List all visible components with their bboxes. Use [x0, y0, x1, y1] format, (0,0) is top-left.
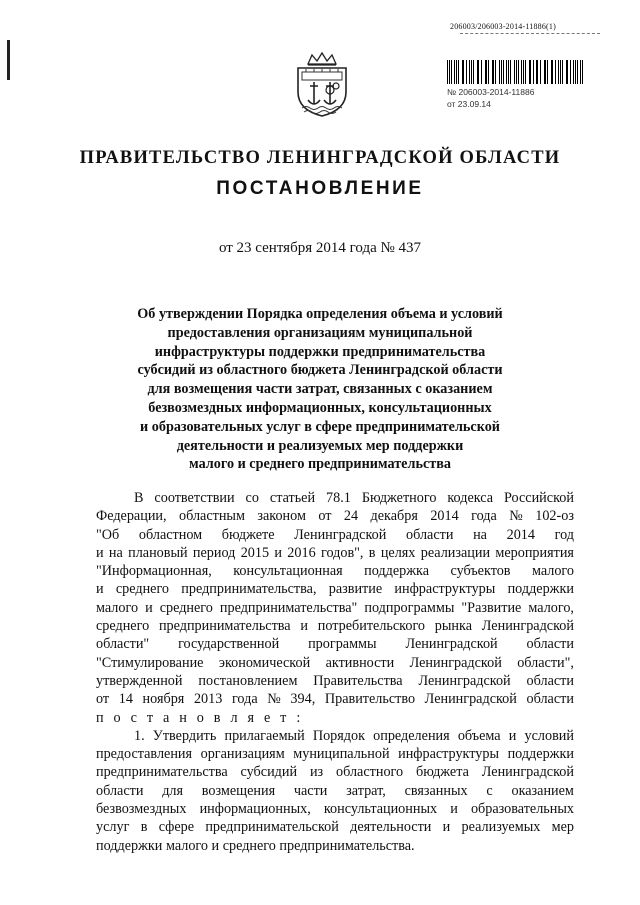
body-word: 14: [118, 691, 133, 708]
body-word: и: [442, 819, 451, 836]
barcode-bar: [469, 60, 470, 84]
body-word: Правительства: [313, 672, 403, 689]
body-line: [96, 635, 574, 653]
barcode-bar: [481, 60, 482, 84]
body-word: предпринимательства.: [279, 837, 415, 854]
body-word: реализации: [420, 544, 491, 561]
barcode-icon: [447, 60, 585, 84]
body-word: предпринимательства": [219, 599, 358, 616]
body-word: поддержки: [96, 837, 166, 854]
body-word: п о с т а н о в л я е т :: [96, 709, 304, 726]
barcode-bar: [454, 60, 455, 84]
body-word: консультационных: [323, 801, 438, 818]
body-line: [96, 544, 574, 562]
body-word: среднего: [96, 618, 150, 635]
title-line: инфраструктуры поддержки предпринимательства: [154, 343, 486, 360]
body-word: среднего: [159, 599, 213, 616]
body-line: [96, 745, 574, 763]
body-word: инфраструктуры: [394, 581, 496, 598]
body-word: "Стимулирование: [96, 654, 204, 671]
body-word: определения: [373, 727, 450, 744]
decree-body: [96, 489, 574, 855]
body-word: и: [300, 618, 308, 635]
barcode-bar: [560, 60, 561, 84]
document-reference: 206003/206003-2014-11886(1): [450, 22, 556, 31]
barcode-bar: [514, 60, 515, 84]
body-word: Утвердить: [152, 727, 217, 744]
body-word: прилагаемый: [224, 727, 305, 744]
body-word: года: [471, 508, 497, 525]
body-word: законом: [257, 508, 306, 525]
body-word: потребительского: [317, 618, 426, 635]
body-word: среднего: [115, 581, 170, 598]
barcode-bar: [530, 60, 531, 84]
body-word: Ленинградской: [481, 764, 574, 781]
body-line: [96, 489, 574, 507]
body-word: 2014: [430, 508, 459, 525]
body-word: 1.: [134, 727, 145, 744]
body-word: оказанием: [511, 782, 574, 799]
body-word: безвозмездных: [96, 801, 187, 818]
body-word: экономической: [218, 654, 311, 671]
body-word: "Об: [96, 526, 120, 543]
barcode-bar: [447, 60, 448, 84]
body-word: Ленинградской: [405, 636, 498, 653]
body-word: областного: [336, 764, 404, 781]
body-word: условий: [524, 727, 574, 744]
body-word: целях: [380, 544, 416, 561]
body-word: 2014: [506, 526, 535, 543]
body-word: объема: [457, 727, 501, 744]
body-word: муниципальной: [293, 746, 390, 763]
body-word: постановлением: [198, 672, 298, 689]
registration-date: от 23.09.14: [447, 99, 491, 109]
body-line: [96, 562, 574, 580]
body-word: малого: [96, 599, 139, 616]
body-word: субъектов: [450, 563, 511, 580]
barcode-bar: [582, 60, 583, 84]
body-word: среднего: [222, 837, 280, 854]
body-word: области": [96, 636, 150, 653]
body-word: и: [211, 837, 223, 854]
body-word: на: [473, 526, 487, 543]
body-word: кодекса: [447, 490, 494, 506]
barcode-bar: [499, 60, 500, 84]
body-word: области: [96, 782, 144, 799]
barcode-bar: [573, 60, 574, 84]
body-word: поддержка: [364, 563, 430, 580]
body-word: части: [293, 782, 328, 799]
title-line: малого и среднего предпринимательства: [189, 456, 451, 473]
body-word: соответствии: [154, 490, 235, 506]
body-line: [96, 690, 574, 708]
body-word: консультационная: [233, 563, 343, 580]
body-word: период: [192, 544, 236, 561]
body-word: в: [368, 544, 376, 561]
body-word: Ленинградской: [481, 618, 574, 635]
barcode-bar: [547, 60, 548, 84]
body-word: Правительство: [324, 691, 416, 708]
registration-number: № 206003-2014-11886: [447, 87, 535, 97]
body-word: субсидий: [240, 764, 298, 781]
barcode-bar: [477, 60, 478, 84]
body-line: [96, 580, 574, 598]
body-word: 2015: [240, 544, 270, 561]
government-name: ПРАВИТЕЛЬСТВО ЛЕНИНГРАДСКОЙ ОБЛАСТИ: [79, 148, 561, 168]
body-word: образовательных: [470, 801, 574, 818]
body-line: [96, 709, 574, 727]
body-line: [96, 672, 574, 690]
body-word: возмещения: [201, 782, 276, 799]
body-word: развитие: [328, 581, 383, 598]
body-line: [96, 727, 574, 745]
body-word: "Развитие: [461, 599, 522, 616]
body-word: 102-оз: [535, 508, 574, 525]
reference-divider: [460, 33, 600, 35]
body-word: программы: [308, 636, 377, 653]
title-line: Об утверждении Порядка определения объема и условий: [137, 306, 503, 322]
body-word: области: [405, 526, 454, 543]
body-line: [96, 599, 574, 617]
scan-margin-mark: [7, 40, 10, 80]
body-line: [96, 617, 574, 635]
body-word: и: [145, 599, 153, 616]
decree-date-number: от 23 сентября 2014 года № 437: [218, 240, 422, 256]
barcode-bar: [537, 60, 538, 84]
body-word: предпринимательства,: [181, 581, 317, 598]
body-word: 78.1: [326, 490, 351, 506]
body-word: Ленинградской: [424, 691, 517, 708]
body-word: предпринимательства: [158, 618, 291, 635]
body-word: 2016: [287, 544, 316, 561]
body-word: из: [309, 764, 324, 781]
barcode-bar: [523, 60, 524, 84]
body-word: годов",: [320, 544, 364, 561]
body-word: мероприятия: [495, 544, 574, 561]
body-word: Порядок: [312, 727, 365, 744]
body-word: малого: [165, 837, 212, 854]
body-line: [96, 526, 574, 544]
title-line: безвозмездных информационных, консультационных: [148, 399, 492, 416]
body-word: государственной: [178, 636, 280, 653]
body-word: областном: [138, 526, 203, 543]
body-word: в: [140, 819, 148, 836]
body-word: активности: [325, 654, 395, 671]
body-word: Российской: [504, 490, 574, 506]
leningrad-oblast-coat-of-arms-icon: [290, 50, 354, 118]
body-word: плановый: [128, 544, 188, 561]
body-word: предпринимательства: [96, 764, 228, 781]
body-word: сфере: [158, 819, 195, 836]
decree-title: [120, 305, 520, 474]
barcode-bar: [466, 60, 467, 84]
barcode-bar: [518, 60, 519, 84]
body-word: предпринимательской: [205, 819, 339, 836]
body-word: бюджете: [221, 526, 275, 543]
barcode-bar: [488, 60, 489, 84]
body-word: №: [509, 508, 523, 525]
body-line: [96, 507, 574, 525]
title-line: деятельности и реализуемых мер поддержки: [176, 437, 464, 454]
body-word: год: [554, 526, 574, 543]
body-line: [96, 800, 574, 818]
title-line: субсидий из областного бюджета Ленинградской области: [137, 362, 503, 379]
barcode-bar: [458, 60, 459, 84]
title-line: для возмещения части затрат, связанных с оказанием: [147, 381, 493, 398]
body-word: области: [526, 636, 574, 653]
body-word: и: [450, 801, 458, 818]
body-word: мер: [551, 819, 574, 836]
body-word: организациям: [200, 746, 285, 763]
body-word: услуг: [96, 819, 130, 836]
body-word: "Информационная,: [96, 563, 212, 580]
body-word: статьей: [269, 490, 316, 506]
body-word: с: [486, 782, 493, 799]
document-type: ПОСТАНОВЛЕНИЕ: [216, 178, 424, 199]
title-line: предоставления организациям муниципальной: [167, 324, 473, 341]
body-word: от: [96, 691, 110, 708]
body-word: реализуемых: [461, 819, 541, 836]
body-word: ноября: [142, 691, 185, 708]
body-word: деятельности: [350, 819, 432, 836]
body-word: 394,: [290, 691, 316, 708]
barcode-bar: [566, 60, 567, 84]
body-word: инфраструктуры: [398, 746, 499, 763]
body-word: В: [134, 490, 144, 506]
body-word: малого: [531, 563, 574, 580]
body-word: поддержки: [507, 581, 574, 598]
body-word: области",: [517, 654, 574, 671]
body-word: области: [526, 672, 574, 689]
body-line: [96, 654, 574, 672]
body-word: и: [274, 544, 282, 561]
body-word: бюджета: [415, 764, 469, 781]
body-word: предоставления: [96, 746, 193, 763]
body-word: затрат,: [346, 782, 386, 799]
body-word: подпрограммы: [364, 599, 455, 616]
body-word: №: [267, 691, 281, 708]
barcode-bar: [555, 60, 556, 84]
body-line: [96, 782, 574, 800]
body-word: декабря: [370, 508, 418, 525]
barcode-bar: [540, 60, 541, 84]
body-word: 2013: [193, 691, 223, 708]
title-line: и образовательных услуг в сфере предпринимательской: [140, 418, 500, 435]
body-word: поддержки: [507, 746, 574, 763]
body-word: со: [245, 490, 259, 506]
body-word: и: [96, 581, 104, 598]
body-word: Ленинградской: [409, 654, 502, 671]
body-line: [96, 763, 574, 781]
body-word: областным: [179, 508, 245, 525]
body-word: для: [162, 782, 184, 799]
body-word: утвержденной: [96, 672, 183, 689]
body-word: области: [526, 691, 574, 708]
barcode-bar: [506, 60, 507, 84]
body-word: Ленинградской: [294, 526, 387, 543]
body-word: малого,: [528, 599, 574, 616]
body-line: [96, 837, 574, 855]
body-word: связанных: [404, 782, 468, 799]
body-line: [96, 818, 574, 836]
body-word: рынка: [434, 618, 472, 635]
barcode-bar: [495, 60, 496, 84]
body-word: Бюджетного: [361, 490, 437, 506]
body-word: 24: [343, 508, 359, 525]
body-word: от: [318, 508, 332, 525]
barcode-bar: [580, 60, 581, 84]
body-word: Ленинградской: [418, 672, 511, 689]
body-word: и: [96, 544, 104, 561]
body-word: Федерации,: [96, 508, 167, 525]
body-word: информационных,: [199, 801, 311, 818]
body-word: и: [508, 727, 517, 744]
body-word: года: [231, 691, 258, 708]
body-word: на: [108, 544, 123, 561]
